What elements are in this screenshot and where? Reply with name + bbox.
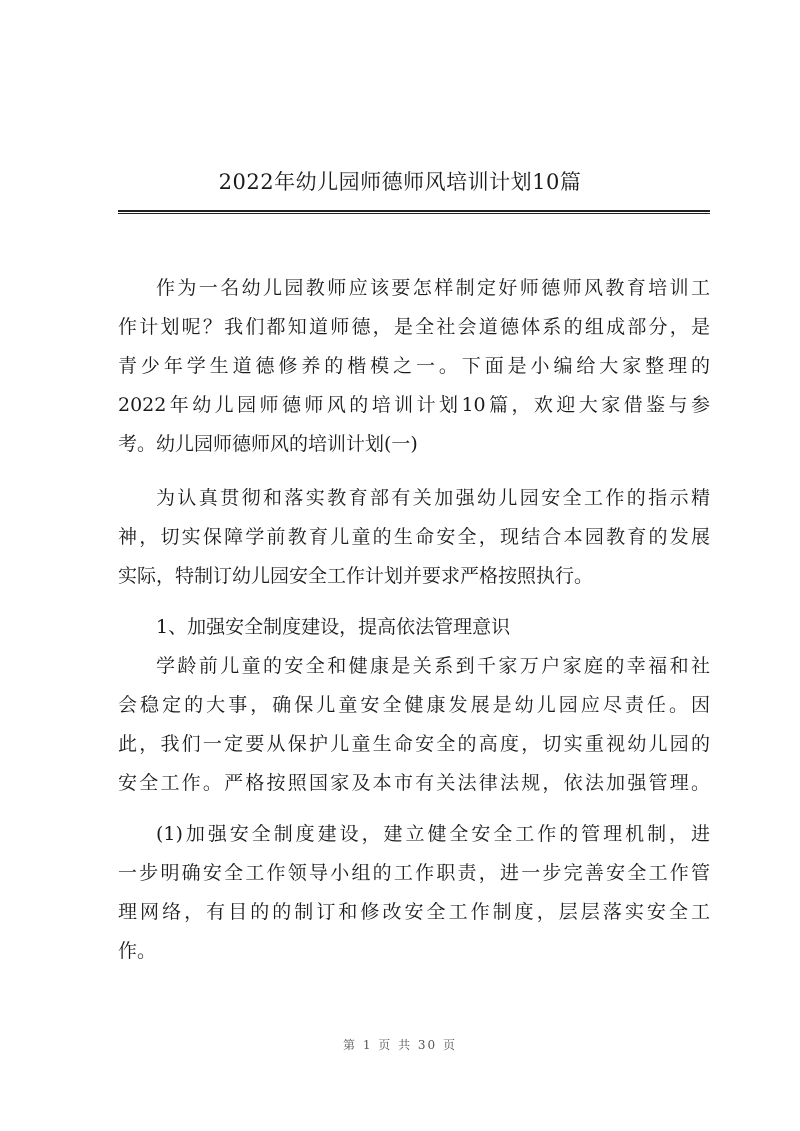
- paragraph-line: 青少年学生道德修养的楷模之一。下面是小编给大家整理的: [118, 355, 710, 377]
- paragraph-line: 作为一名幼儿园教师应该要怎样制定好师德师风教育培训工: [156, 277, 710, 299]
- page-number: 第 1 页 共 30 页: [343, 1038, 457, 1052]
- paragraph-line: 会稳定的大事，确保儿童安全健康发展是幼儿园应尽责任。因: [118, 694, 710, 716]
- document-title: 2022年幼儿园师德师风培训计划10篇: [218, 170, 582, 194]
- paragraph-line: 考。幼儿园师德师风的培训计划(一): [118, 433, 418, 455]
- paragraph-line: 2022年幼儿园师德师风的培训计划10篇，欢迎大家借鉴与参: [118, 394, 710, 416]
- paragraph-line: 作计划呢？我们都知道师德，是全社会道德体系的组成部分，是: [118, 316, 710, 338]
- paragraph-line: 神，切实保障学前教育儿童的生命安全，现结合本园教育的发展: [118, 526, 710, 548]
- title-divider: [118, 210, 710, 214]
- paragraph-line: 实际，特制订幼儿园安全工作计划并要求严格按照执行。: [118, 565, 594, 587]
- paragraph-line: 为认真贯彻和落实教育部有关加强幼儿园安全工作的指示精: [156, 487, 710, 509]
- section-heading: 1、加强安全制度建设，提高依法管理意识: [156, 616, 511, 638]
- paragraph-line: 此，我们一定要从保护儿童生命安全的高度，切实重视幼儿园的: [118, 733, 710, 755]
- paragraph-line: 安全工作。严格按照国家及本市有关法律法规，依法加强管理。: [118, 772, 710, 794]
- paragraph-line: 理网络，有目的的制订和修改安全工作制度，层层落实安全工: [118, 901, 710, 923]
- paragraph-line: 一步明确安全工作领导小组的工作职责，进一步完善安全工作管: [118, 862, 710, 884]
- paragraph-line: 学龄前儿童的安全和健康是关系到千家万户家庭的幸福和社: [156, 655, 710, 677]
- paragraph-line: 作。: [118, 940, 157, 962]
- paragraph-line: (1)加强安全制度建设，建立健全安全工作的管理机制，进: [156, 823, 710, 845]
